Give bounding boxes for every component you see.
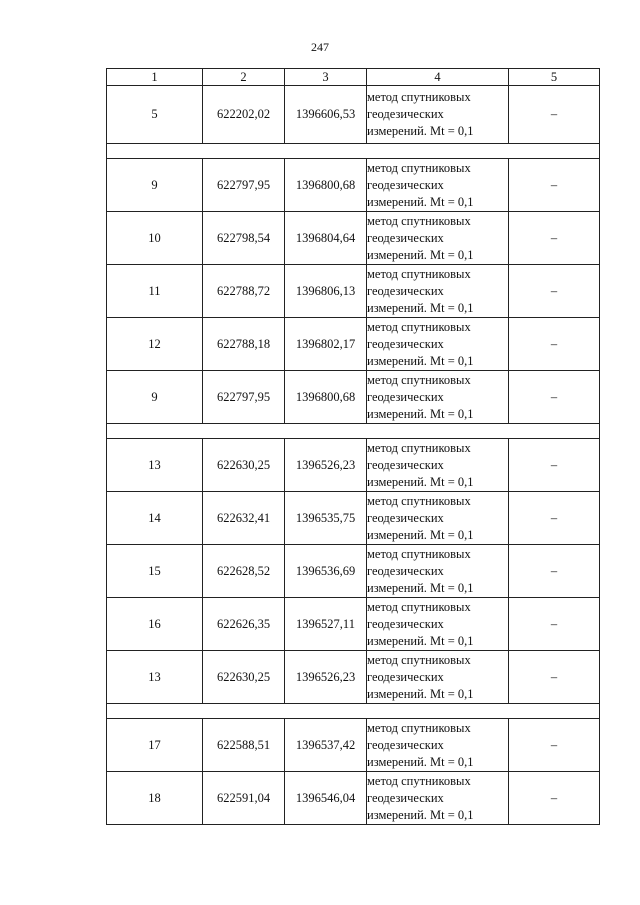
x-coordinate-cell: 622632,41	[203, 492, 285, 545]
group-separator-row	[107, 424, 600, 439]
dash-mark: –	[550, 389, 558, 404]
table-row	[107, 772, 600, 825]
x-coordinate-cell: 622588,51	[203, 719, 285, 772]
dash-mark: –	[550, 230, 558, 245]
method-cell	[367, 318, 509, 371]
group-separator-row	[107, 144, 600, 159]
dash-mark: –	[550, 283, 558, 298]
y-coordinate-cell: 1396804,64	[285, 212, 367, 265]
method-line: измерений. Mt = 0,1	[367, 300, 474, 315]
point-number-cell: 18	[107, 772, 203, 825]
method-line: метод спутниковых	[367, 440, 471, 455]
header-cell-2: 2	[203, 69, 285, 86]
point-number-cell: 13	[107, 651, 203, 704]
table-row	[107, 545, 600, 598]
method-line: геодезических	[367, 177, 444, 192]
point-number-cell: 9	[107, 371, 203, 424]
note-cell	[509, 545, 600, 598]
y-coordinate-cell: 1396606,53	[285, 86, 367, 144]
method-line: метод спутниковых	[367, 773, 471, 788]
note-cell	[509, 719, 600, 772]
dash-mark: –	[550, 107, 558, 121]
method-line: измерений. Mt = 0,1	[367, 247, 474, 262]
table-body	[107, 86, 600, 825]
method-line: метод спутниковых	[367, 493, 471, 508]
table-row	[107, 651, 600, 704]
y-coordinate-cell: 1396527,11	[285, 598, 367, 651]
y-coordinate-cell: 1396546,04	[285, 772, 367, 825]
method-line: измерений. Mt = 0,1	[367, 633, 474, 648]
y-coordinate-cell: 1396536,69	[285, 545, 367, 598]
header-cell-3: 3	[285, 69, 367, 86]
table-row	[107, 159, 600, 212]
dash-mark: –	[550, 669, 558, 684]
note-cell	[509, 159, 600, 212]
dash-mark: –	[550, 563, 558, 578]
group-separator-row	[107, 704, 600, 719]
table-row	[107, 371, 600, 424]
method-line: метод спутниковых	[367, 266, 471, 281]
table-row	[107, 439, 600, 492]
table-row	[107, 719, 600, 772]
page-number: 247	[311, 40, 329, 54]
header-cell-4: 4	[367, 69, 509, 86]
point-number-cell: 11	[107, 265, 203, 318]
method-line: измерений. Mt = 0,1	[367, 580, 474, 595]
method-line: измерений. Mt = 0,1	[367, 124, 474, 138]
note-cell	[509, 371, 600, 424]
point-number-cell: 10	[107, 212, 203, 265]
method-line: геодезических	[367, 336, 444, 351]
header-cell-5: 5	[509, 69, 600, 86]
method-line: геодезических	[367, 563, 444, 578]
method-line: геодезических	[367, 283, 444, 298]
method-line: геодезических	[367, 457, 444, 472]
method-line: метод спутниковых	[367, 546, 471, 561]
method-line: измерений. Mt = 0,1	[367, 474, 474, 489]
y-coordinate-cell: 1396537,42	[285, 719, 367, 772]
table-row	[107, 265, 600, 318]
separator-cell	[107, 424, 600, 439]
y-coordinate-cell: 1396526,23	[285, 439, 367, 492]
method-line: геодезических	[367, 669, 444, 684]
method-line: метод спутниковых	[367, 372, 471, 387]
table-row	[107, 598, 600, 651]
y-coordinate-cell: 1396802,17	[285, 318, 367, 371]
x-coordinate-cell: 622628,52	[203, 545, 285, 598]
dash-mark: –	[550, 336, 558, 351]
x-coordinate-cell: 622797,95	[203, 159, 285, 212]
x-coordinate-cell: 622630,25	[203, 651, 285, 704]
method-line: измерений. Mt = 0,1	[367, 754, 474, 769]
note-cell	[509, 86, 600, 144]
method-line: геодезических	[367, 230, 444, 245]
method-line: геодезических	[367, 616, 444, 631]
method-cell	[367, 598, 509, 651]
method-cell	[367, 719, 509, 772]
dash-mark: –	[550, 737, 558, 752]
table-row	[107, 492, 600, 545]
x-coordinate-cell: 622626,35	[203, 598, 285, 651]
method-line: геодезических	[367, 389, 444, 404]
note-cell	[509, 651, 600, 704]
method-line: геодезических	[367, 510, 444, 525]
note-cell	[509, 492, 600, 545]
method-cell	[367, 492, 509, 545]
header-row	[107, 69, 600, 86]
point-number-cell: 14	[107, 492, 203, 545]
point-number-cell: 5	[107, 86, 203, 144]
y-coordinate-cell: 1396800,68	[285, 371, 367, 424]
point-number-cell: 12	[107, 318, 203, 371]
table-row	[107, 318, 600, 371]
dash-mark: –	[550, 510, 558, 525]
method-line: измерений. Mt = 0,1	[367, 686, 474, 701]
y-coordinate-cell: 1396526,23	[285, 651, 367, 704]
method-cell	[367, 772, 509, 825]
x-coordinate-cell: 622630,25	[203, 439, 285, 492]
point-number-cell: 16	[107, 598, 203, 651]
method-line: измерений. Mt = 0,1	[367, 527, 474, 542]
method-line: измерений. Mt = 0,1	[367, 194, 474, 209]
method-cell	[367, 86, 509, 144]
point-number-cell: 15	[107, 545, 203, 598]
x-coordinate-cell: 622797,95	[203, 371, 285, 424]
separator-cell	[107, 144, 600, 159]
method-line: измерений. Mt = 0,1	[367, 406, 474, 421]
method-line: метод спутниковых	[367, 599, 471, 614]
method-cell	[367, 651, 509, 704]
dash-mark: –	[550, 790, 558, 805]
x-coordinate-cell: 622202,02	[203, 86, 285, 144]
method-line: геодезических	[367, 790, 444, 805]
table-row	[107, 212, 600, 265]
method-line: геодезических	[367, 107, 444, 121]
method-cell	[367, 265, 509, 318]
method-line: метод спутниковых	[367, 160, 471, 175]
method-cell	[367, 159, 509, 212]
method-cell	[367, 545, 509, 598]
dash-mark: –	[550, 177, 558, 192]
dash-mark: –	[550, 616, 558, 631]
note-cell	[509, 265, 600, 318]
coordinates-table	[106, 68, 600, 825]
dash-mark: –	[550, 457, 558, 472]
method-line: метод спутниковых	[367, 652, 471, 667]
note-cell	[509, 439, 600, 492]
point-number-cell: 13	[107, 439, 203, 492]
note-cell	[509, 318, 600, 371]
method-line: метод спутниковых	[367, 90, 471, 104]
note-cell	[509, 598, 600, 651]
method-line: метод спутниковых	[367, 213, 471, 228]
method-cell	[367, 439, 509, 492]
x-coordinate-cell: 622788,72	[203, 265, 285, 318]
y-coordinate-cell: 1396806,13	[285, 265, 367, 318]
x-coordinate-cell: 622591,04	[203, 772, 285, 825]
point-number-cell: 17	[107, 719, 203, 772]
separator-cell	[107, 704, 600, 719]
method-cell	[367, 371, 509, 424]
header-cell-1: 1	[107, 69, 203, 86]
x-coordinate-cell: 622798,54	[203, 212, 285, 265]
note-cell	[509, 212, 600, 265]
y-coordinate-cell: 1396800,68	[285, 159, 367, 212]
method-line: измерений. Mt = 0,1	[367, 353, 474, 368]
note-cell	[509, 772, 600, 825]
method-cell	[367, 212, 509, 265]
table-row	[107, 86, 600, 144]
method-line: геодезических	[367, 737, 444, 752]
method-line: метод спутниковых	[367, 720, 471, 735]
method-line: метод спутниковых	[367, 319, 471, 334]
method-line: измерений. Mt = 0,1	[367, 807, 474, 822]
point-number-cell: 9	[107, 159, 203, 212]
x-coordinate-cell: 622788,18	[203, 318, 285, 371]
y-coordinate-cell: 1396535,75	[285, 492, 367, 545]
